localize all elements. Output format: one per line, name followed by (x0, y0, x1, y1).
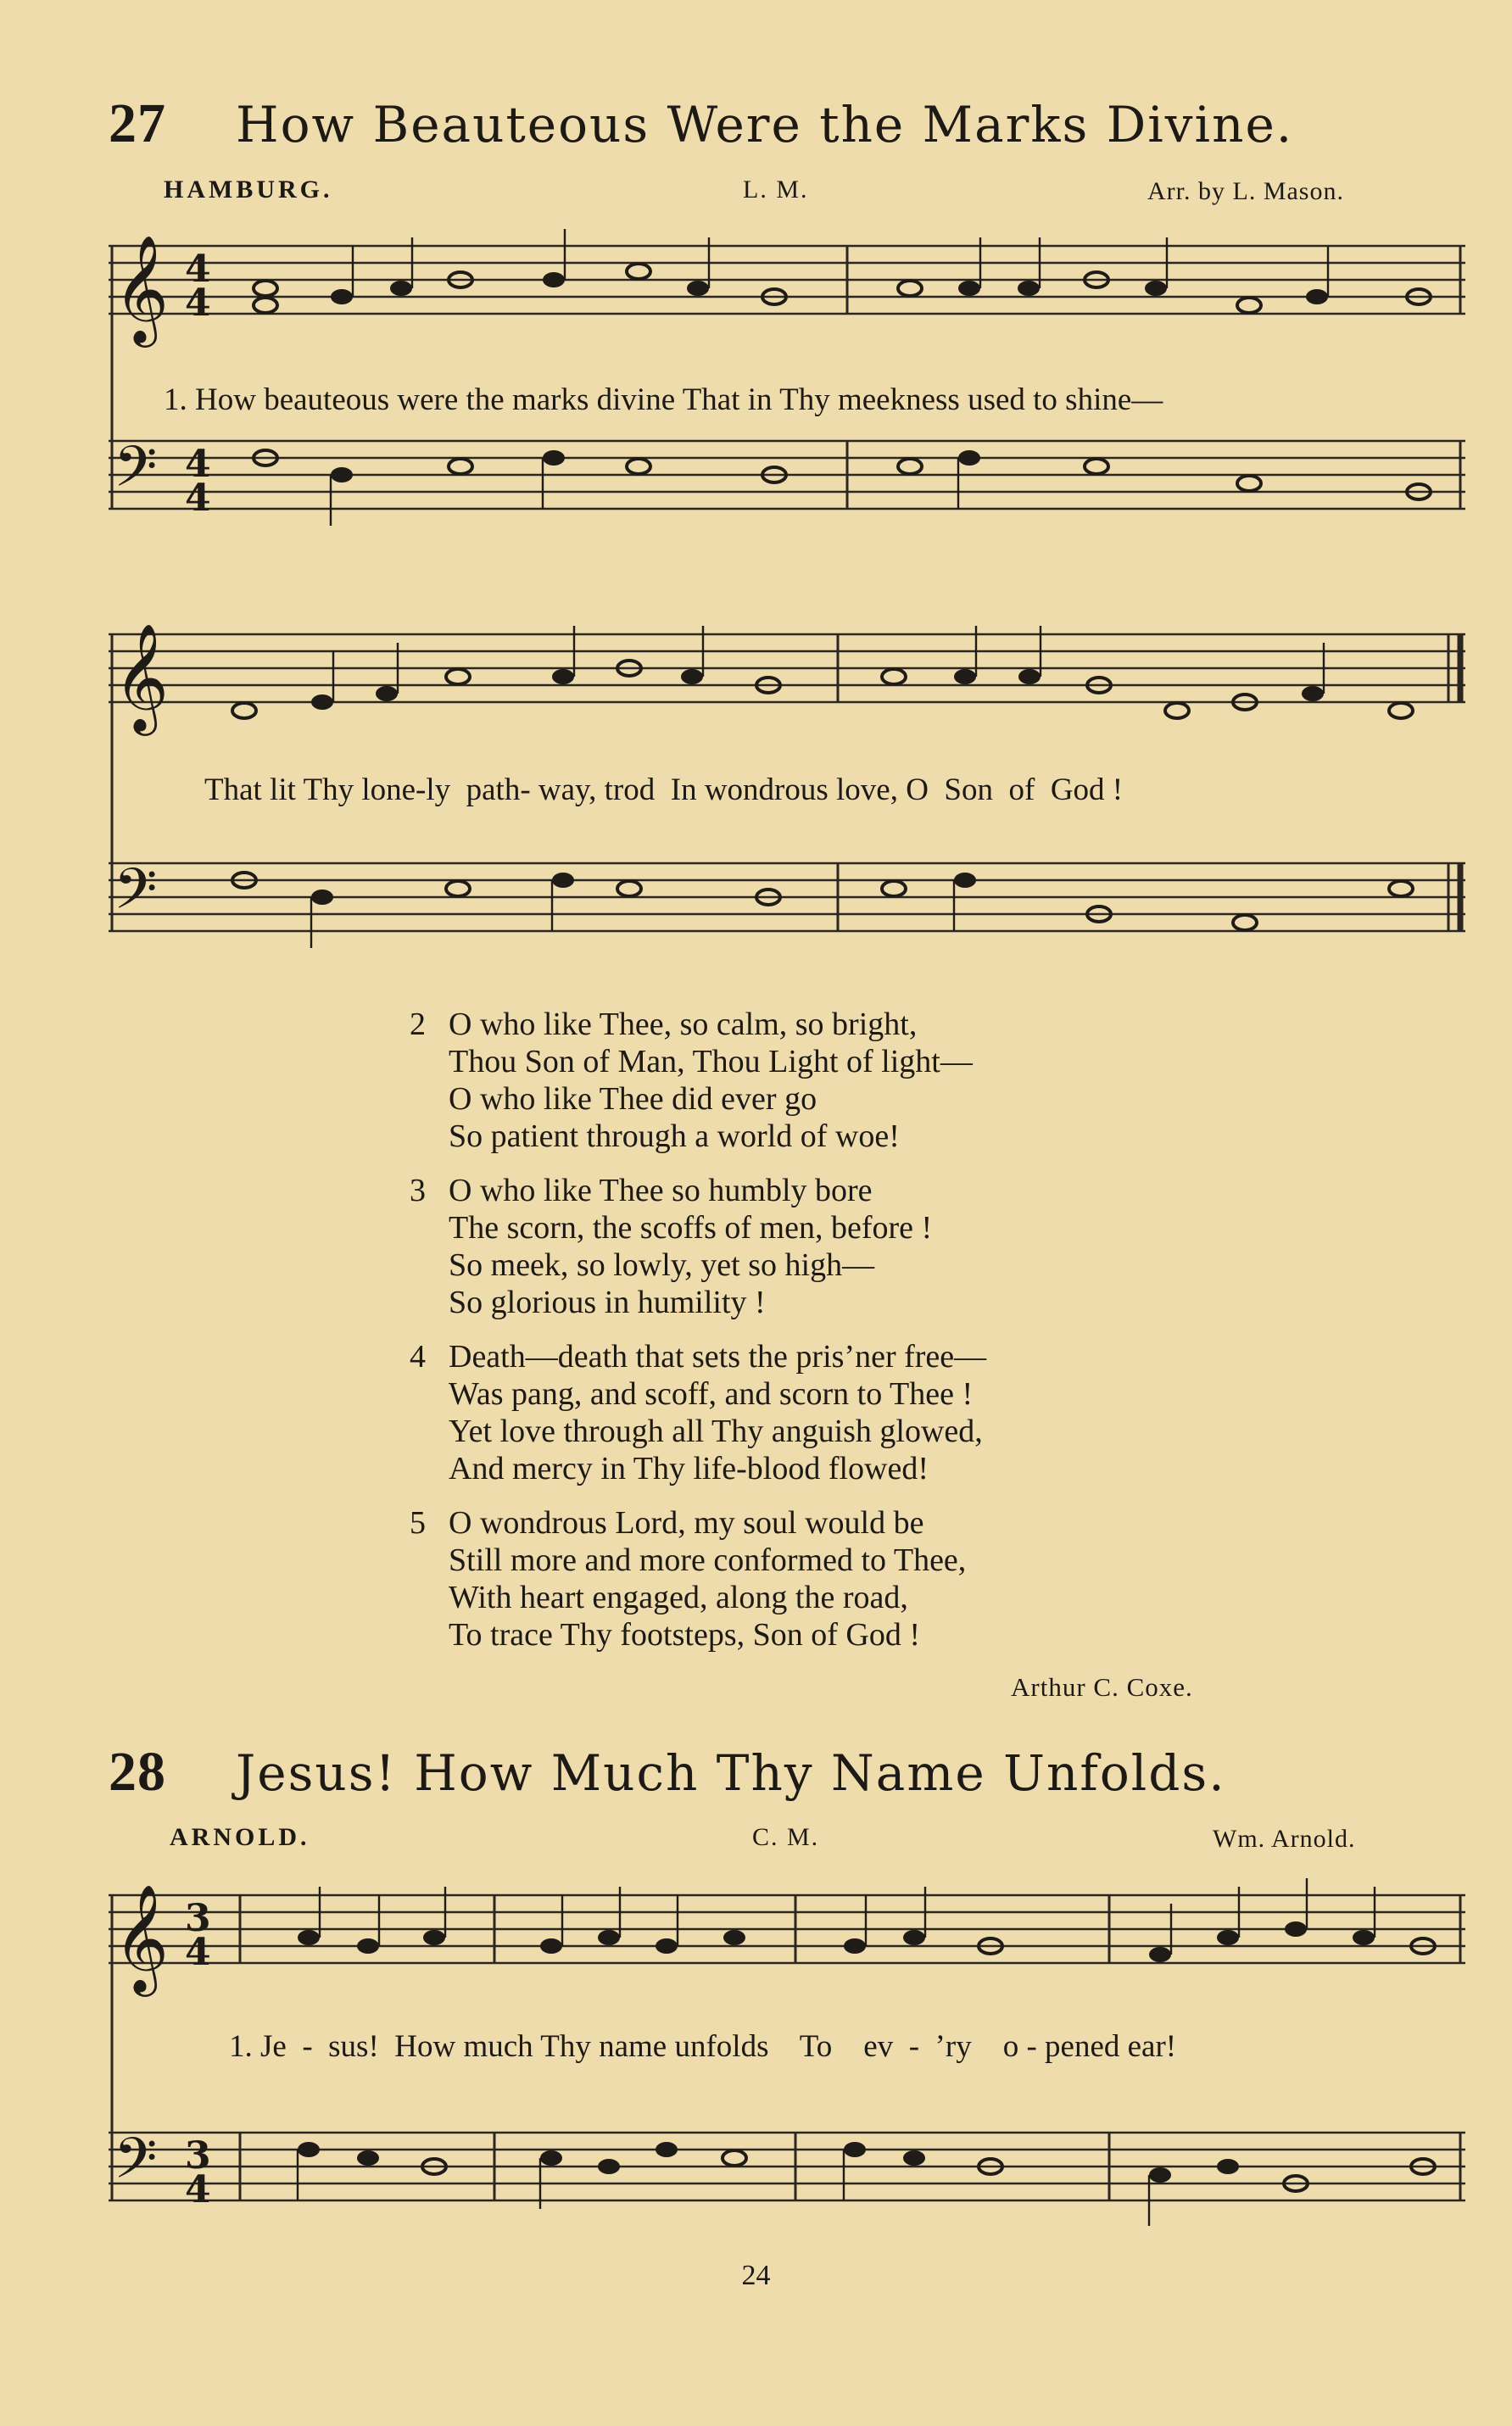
verse-line: So meek, so lowly, yet so high— (449, 1247, 875, 1283)
verse-line: Thou Son of Man, Thou Light of light— (449, 1044, 973, 1079)
treble-clef-icon: 𝄞 (114, 1883, 170, 1992)
time-signature: 3 (185, 1897, 211, 1940)
treble-clef-icon: 𝄞 (114, 234, 170, 343)
verses (410, 1006, 986, 1670)
treble-staff (109, 234, 1465, 348)
verse-number: 4 (410, 1339, 426, 1375)
verse-line: Was pang, and scoff, and scorn to Thee ! (449, 1376, 974, 1412)
verse-line: Still more and more conformed to Thee, (449, 1542, 967, 1578)
verse-4 (410, 1338, 986, 1487)
svg-text:4: 4 (185, 2168, 211, 2211)
hymn-number: 28 (109, 1741, 166, 1803)
bass-clef-icon: 𝄢 (114, 856, 158, 935)
svg-text:3: 3 (185, 2134, 211, 2178)
verse-3 (410, 1172, 986, 1321)
verse-line: The scorn, the scoffs of men, before ! (449, 1210, 933, 1246)
meter: C. M. (752, 1823, 820, 1851)
verse-5 (410, 1504, 986, 1654)
verse-number: 3 (410, 1173, 426, 1208)
verse-line: O who like Thee did ever go (449, 1081, 817, 1117)
bass-staff (109, 2126, 1465, 2211)
time-signature: 4 (185, 248, 211, 291)
tune-name: HAMBURG. (164, 176, 333, 204)
verse-line: So patient through a world of woe! (449, 1118, 900, 1154)
svg-text:4: 4 (185, 477, 211, 520)
lyric-line-1: 1. How beauteous were the marks divine That in Thy meekness used to shine— (164, 382, 1163, 417)
verse-line: To trace Thy footsteps, Son of God ! (449, 1617, 920, 1653)
verse-line: O who like Thee so humbly bore (449, 1173, 873, 1208)
tune-name: ARNOLD. (170, 1823, 310, 1851)
treble-staff (109, 622, 1465, 736)
svg-text:4: 4 (185, 282, 211, 325)
composer: Arr. by L. Mason. (1147, 177, 1344, 205)
hymn-title: Jesus! How Much Thy Name Unfolds. (236, 1744, 1226, 1802)
hymn-27-heading (109, 92, 1293, 156)
bass-clef-icon: 𝄢 (114, 2126, 158, 2205)
author-credit: Arthur C. Coxe. (1011, 1672, 1193, 1702)
hymn-28-heading (109, 1740, 1226, 1804)
verse-line: Yet love through all Thy anguish glowed, (449, 1414, 983, 1449)
meter: L. M. (743, 176, 809, 204)
lyric-line-2: That lit Thy lone-ly path- way, trod In wondrous love, O Son of God ! (204, 772, 1124, 807)
page-number: 24 (741, 2260, 771, 2291)
verse-2 (410, 1006, 986, 1155)
composer: Wm. Arnold. (1213, 1825, 1356, 1853)
bass-clef-icon: 𝄢 (114, 434, 158, 513)
verse-line: So glorious in humility ! (449, 1285, 766, 1320)
hymn-title: How Beauteous Were the Marks Divine. (236, 96, 1294, 153)
note-stems (331, 229, 1328, 526)
hymn-number: 27 (109, 92, 166, 154)
verse-line: O wondrous Lord, my soul would be (449, 1505, 924, 1541)
verse-number: 2 (410, 1007, 426, 1042)
treble-clef-icon: 𝄞 (114, 622, 170, 731)
svg-text:4: 4 (185, 443, 211, 486)
verse-line: With heart engaged, along the road, (449, 1580, 908, 1615)
lyric-line-3: 1. Je - sus! How much Thy name unfolds To ev - ’ry o - pened ear! (229, 2029, 1177, 2064)
verse-number: 5 (410, 1505, 426, 1541)
verse-line: And mercy in Thy life-blood flowed! (449, 1451, 929, 1486)
svg-text:4: 4 (185, 1931, 211, 1974)
verse-line: Death—death that sets the pris’ner free— (449, 1339, 987, 1375)
verse-line: O who like Thee, so calm, so bright, (449, 1007, 918, 1042)
